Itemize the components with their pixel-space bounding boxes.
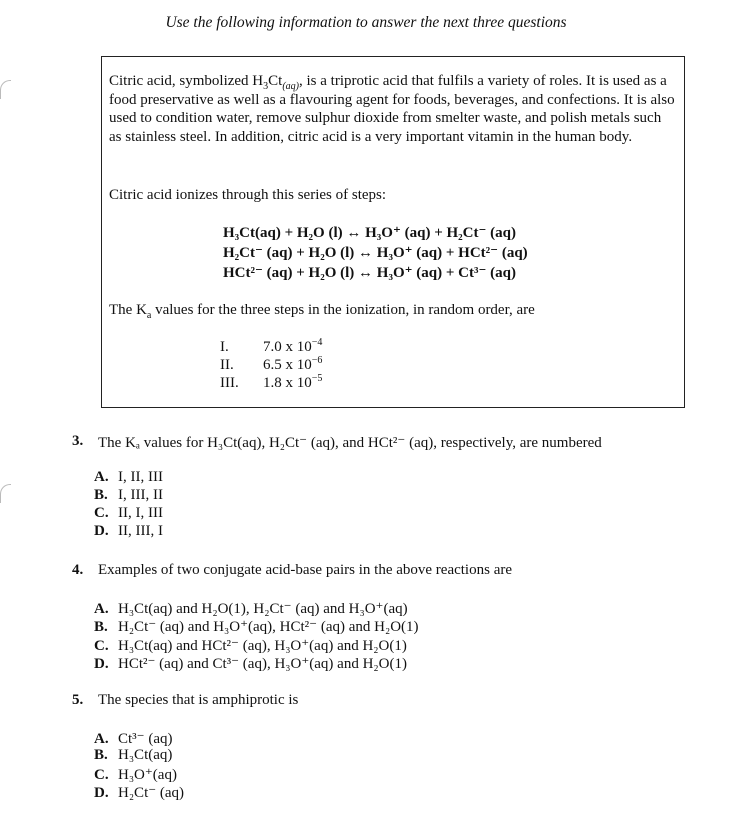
question-number: 4. [72,562,84,578]
binder-hole-mark-bottom [0,484,11,503]
instructions-header: Use the following information to answer the next three questions [165,14,567,31]
ka-numeral: III. [220,375,239,391]
ka-intro: The $K_a$ values for the three steps in the ionization, in random order, are [109,302,535,321]
ka-numeral: II. [220,357,234,373]
binder-hole-mark-top [0,80,11,99]
ka-value: 7.0 x $10^{-4}$ [263,337,323,355]
answer-option[interactable]: A. Ct³⁻ (aq) [94,731,173,747]
answer-option[interactable]: A. I, II, III [94,469,163,485]
question-number: 5. [72,692,84,708]
question-text: The species that is amphiprotic is [98,692,299,708]
answer-option[interactable]: B. H₂Ct⁻ (aq) and H₃O⁺(aq), HCt²⁻ (aq) and H₂O(1) [94,619,419,635]
answer-option[interactable]: D. HCt²⁻ (aq) and Ct³⁻ (aq), H₃O⁺(aq) and H₂O(1) [94,656,407,672]
question-text: The Kₐ values for H₃Ct(aq), H₂Ct⁻ (aq), and HCt²⁻ (aq), respectively, are numbered [98,435,602,451]
citric-acid-intro: Citric acid, symbolized $H_3Ct_{(aq)}$, is a triprotic acid that fulfils a variety of roles. It is used as a food preservative as well as a flavouring agent for foods, beverages, and confections. It is also used to condition water, remove sulphur dioxide from smelter waste, and polish metals such as stainless steel. In addition, citric acid is a very important vitamin in the human body. [109,73,675,145]
ka-value: 6.5 x $10^{-6}$ [263,355,323,373]
answer-option[interactable]: C. H₃Ct(aq) and HCt²⁻ (aq), H₃O⁺(aq) and H₂O(1) [94,638,407,654]
ka-value: 1.8 x $10^{-5}$ [263,373,323,391]
answer-option[interactable]: C. H₃O⁺(aq) [94,767,177,783]
ka-numeral: I. [220,339,229,355]
answer-option[interactable]: D. H₂Ct⁻ (aq) [94,785,185,801]
answer-option[interactable]: A. H₃Ct(aq) and H₂O(1), H₂Ct⁻ (aq) and H₃O⁺(aq) [94,601,408,617]
answer-option[interactable]: B. I, III, II [94,487,163,503]
equation-step-1: H₃Ct(aq) + H₂O (l) ↔ H₃O⁺ (aq) + H₂Ct⁻ (aq) [223,225,516,241]
answer-option[interactable]: D. II, III, I [94,523,163,539]
answer-option[interactable]: C. II, I, III [94,505,163,521]
ionization-intro: Citric acid ionizes through this series of steps: [109,187,387,203]
question-number: 3. [72,433,84,449]
equation-step-3: HCt²⁻ (aq) + H₂O (l) ↔ H₃O⁺ (aq) + Ct³⁻ (aq) [223,265,516,281]
equation-step-2: H₂Ct⁻ (aq) + H₂O (l) ↔ H₃O⁺ (aq) + HCt²⁻ (aq) [223,245,528,261]
answer-option[interactable]: B. H₃Ct(aq) [94,747,173,763]
question-text: Examples of two conjugate acid-base pairs in the above reactions are [98,562,513,578]
